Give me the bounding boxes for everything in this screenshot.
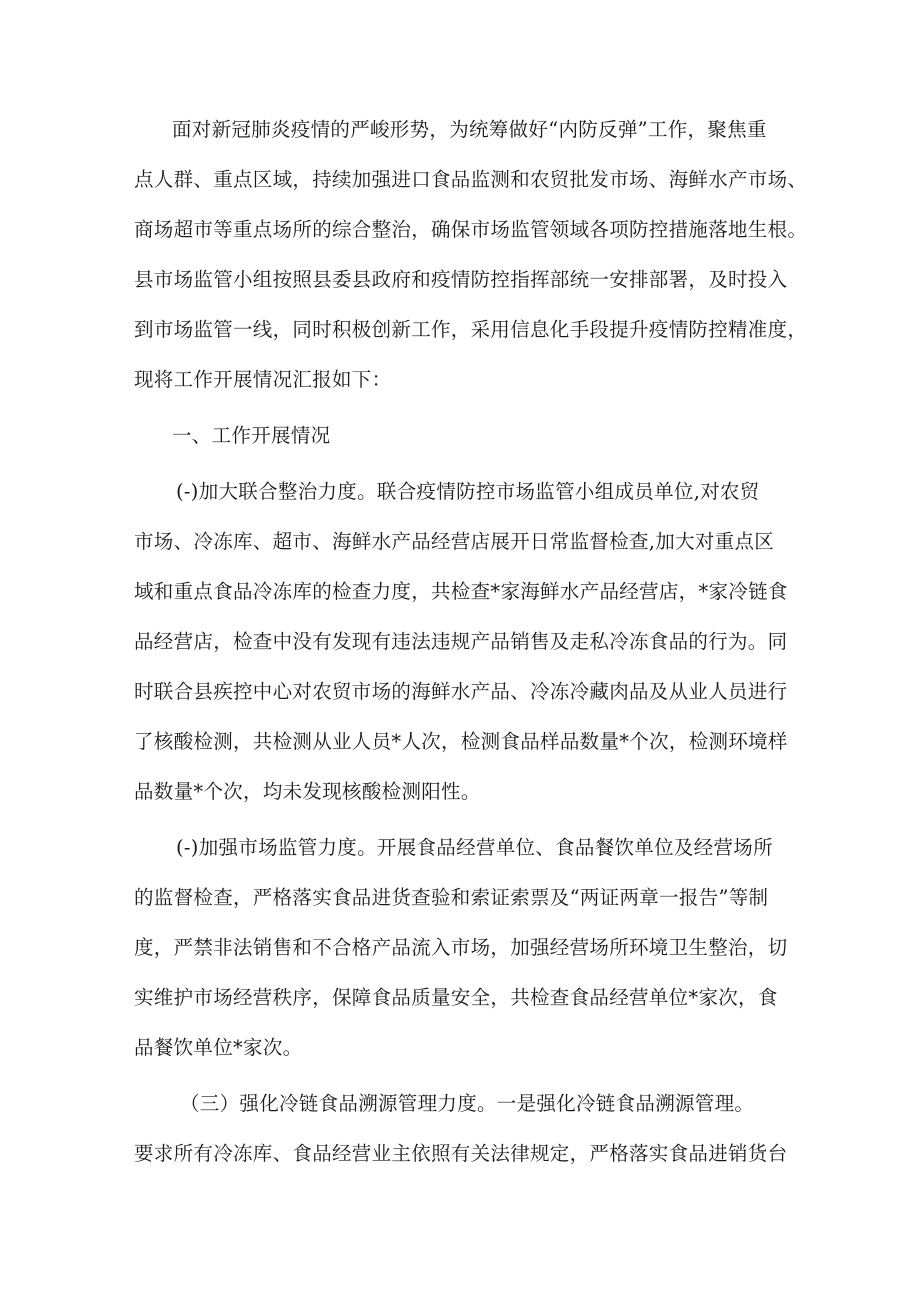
text-line: 到市场监管一线，同时积极创新工作，采用信息化手段提升疫情防控精准度， (134, 318, 808, 341)
text-line: 品数量*个次，均未发现核酸检测阳性。 (134, 780, 481, 803)
text-line: 面对新冠肺炎疫情的严峻形势，为统筹做好“内防反弹”工作，聚焦重 (172, 118, 767, 141)
text-line: 的监督检查，严格落实食品进货查验和索证索票及“两证两章一报告”等制 (134, 886, 769, 909)
text-line: 现将工作开展情况汇报如下： (134, 368, 392, 391)
text-line: 县市场监管小组按照县委县政府和疫情防控指挥部统一安排部署，及时投入 (134, 268, 788, 291)
text-line: 品餐饮单位*家次。 (134, 1036, 303, 1059)
text-line: 域和重点食品冷冻库的检查力度，共检查*家海鲜水产品经营店，*家冷链食 (134, 580, 788, 603)
text-line: 时联合县疾控中心对农贸市场的海鲜水产品、冷冻冷藏肉品及从业人员进行 (134, 680, 788, 703)
text-line: 点人群、重点区域，持续加强进口食品监测和农贸批发市场、海鲜水产市场、 (134, 168, 808, 191)
text-line: 商场超市等重点场所的综合整治，确保市场监管领域各项防控措施落地生根。 (134, 218, 808, 241)
text-line: 度，严禁非法销售和不合格产品流入市场，加强经营场所环境卫生整治，切 (134, 936, 788, 959)
section-heading: 一、工作开展情况 (172, 424, 331, 447)
text-line: (-)加强市场监管力度。开展食品经营单位、食品餐饮单位及经营场所 (176, 836, 773, 859)
text-line: (-)加大联合整治力度。联合疫情防控市场监管小组成员单位,对农贸 (176, 480, 760, 503)
text-line: 实维护市场经营秩序，保障食品质量安全，共检查食品经营单位*家次，食 (134, 986, 778, 1009)
text-line: 市场、冷冻库、超市、海鲜水产品经营店展开日常监督检查,加大对重点区 (134, 530, 775, 553)
text-line: 品经营店，检查中没有发现有违法违规产品销售及走私冷冻食品的行为。同 (134, 630, 788, 653)
text-line: 了核酸检测，共检测从业人员*人次，检测食品样品数量*个次，检测环境样 (134, 730, 788, 753)
text-line: （三）强化冷链食品溯源管理力度。一是强化冷链食品溯源管理。 (180, 1092, 755, 1115)
text-line: 要求所有冷冻库、食品经营业主依照有关法律规定，严格落实食品进销货台 (134, 1142, 788, 1165)
